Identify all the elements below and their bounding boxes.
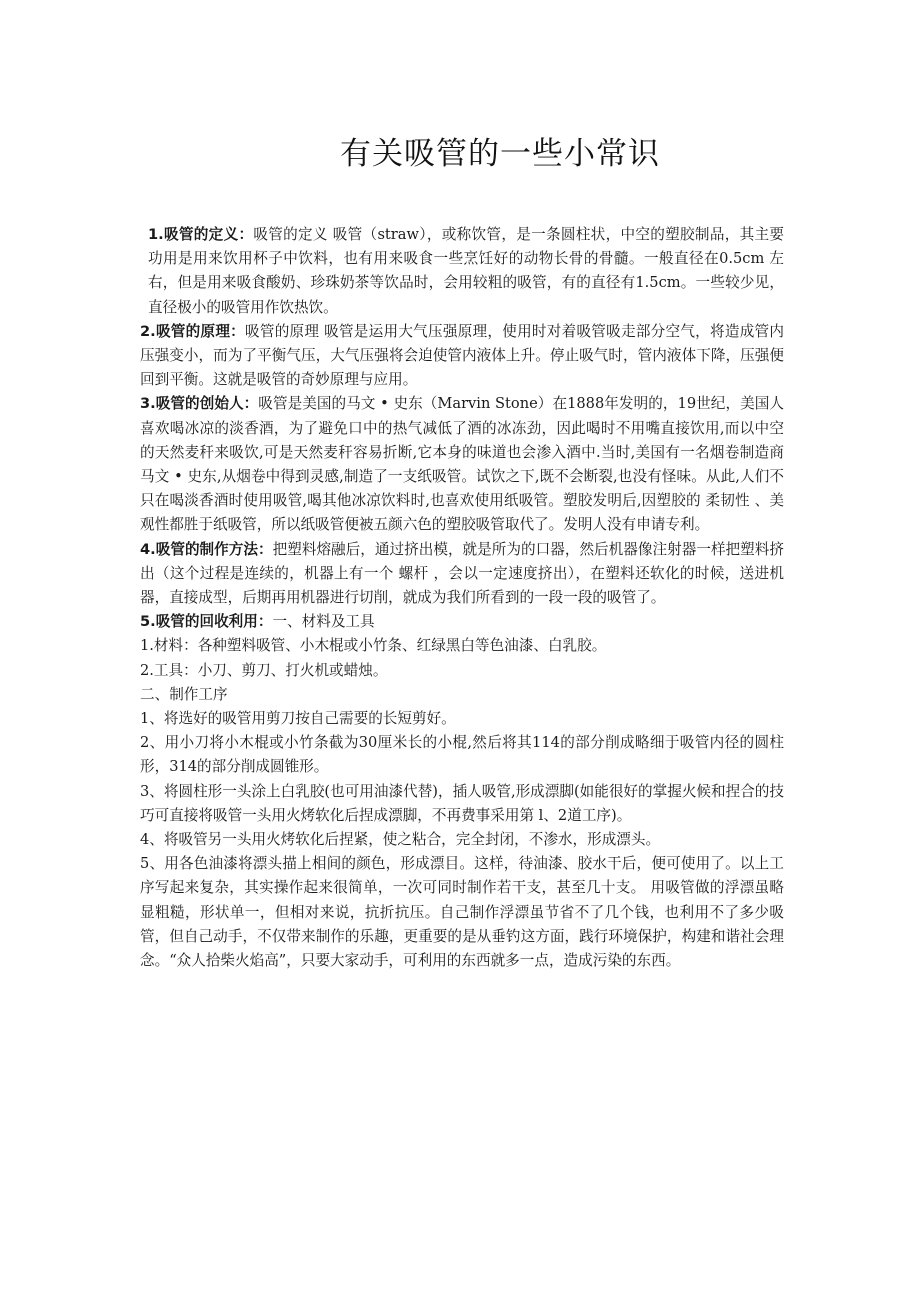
- section-text: 吸管是美国的马文 • 史东（Marvin Stone）在1888年发明的，19世纪，美国人喜欢喝冰凉的淡香酒，为了避免口中的热气减低了酒的冰冻劲，因此喝时不用嘴直接饮用,而以中空的天然麦秆来吸饮,可是天然麦秆容易折断,它本身的味道也会渗入酒中.当时,美国有一名烟卷制造商马文 • 史东,从烟卷中得到灵感,制造了一支纸吸管。试饮之下,既不会断裂,也没有怪味。从此,人们不只在喝淡香酒时使用吸管,喝其他冰凉饮料时,也喜欢使用纸吸管。塑胶发明后,因塑胶的 柔韧性 、美观性都胜于纸吸管，所以纸吸管便被五颜六色的塑胶吸管取代了。发明人没有申请专利。: [140, 395, 784, 534]
- paragraph-line: 2.工具：小刀、剪刀、打火机或蜡烛。: [140, 661, 388, 679]
- section-heading: 3.吸管的创始人：: [140, 395, 259, 413]
- paragraph-line: 3、将圆柱形一头涂上白乳胶(也可用油漆代替)，插人吸管,形成漂脚(如能很好的掌握火候和捏合的技巧可直接将吸管一头用火烤软化后捏成漂脚，不再费事采用第 l、2道工序)。: [140, 782, 784, 824]
- section-definition: [140, 223, 784, 320]
- section-manufacturing: [140, 538, 784, 611]
- document-title: 有关吸管的一些小常识: [340, 136, 660, 172]
- section-recycling: [140, 610, 784, 634]
- section-text: 吸管的定义 吸管（straw），或称饮管，是一条圆柱状，中空的塑胶制品，其主要功用是用来饮用杯子中饮料，也有用来吸食一些烹饪好的动物长骨的骨髓。一般直径在0.5cm 左右，但是用来吸食酸奶、珍珠奶茶等饮品时，会用较粗的吸管，有的直径有1.5cm。一些较少见，直径极小的吸管用作饮热饮。: [148, 226, 784, 316]
- section-principle: [140, 320, 784, 393]
- paragraph-line: 1.材料：各种塑料吸管、小木棍或小竹条、红绿黑白等色油漆、白乳胶。: [140, 637, 607, 655]
- section-text: 把塑料熔融后，通过挤出模，就是所为的口器，然后机器像注射器一样把塑料挤出（这个过程是连续的，机器上有一个 螺杆 ，会以一定速度挤出），在塑料还软化的时候，送进机器，直接成型，后期再用机器进行切削，就成为我们所看到的一段一段的吸管了。: [140, 540, 784, 607]
- paragraph-line: 2、用小刀将小木棍或小竹条截为30厘米长的小棍,然后将其114的部分削成略细于吸管内径的圆柱形，314的部分削成圆锥形。: [140, 734, 784, 776]
- section-text: 一、材料及工具: [272, 613, 375, 631]
- paragraph-line: 1、将选好的吸管用剪刀按自己需要的长短剪好。: [140, 710, 456, 728]
- document-body: [140, 223, 784, 973]
- section-heading: 4.吸管的制作方法：: [140, 540, 273, 558]
- section-heading: 2.吸管的原理：: [140, 322, 246, 340]
- section-heading: 5.吸管的回收利用：: [140, 613, 273, 631]
- section-heading: 1.吸管的定义：: [148, 226, 254, 243]
- paragraph-line: 4、将吸管另一头用火烤软化后捏紧，使之粘合，完全封闭，不渗水，形成漂头。: [140, 831, 661, 849]
- paragraph-line: 5、用各色油漆将漂头描上相间的颜色，形成漂目。这样，待油漆、胶水干后，便可使用了。以上工序写起来复杂，其实操作起来很简单，一次可同时制作若干支，甚至几十支。 用吸管做的浮漂虽略显粗糙，形状单一，但相对来说，抗折抗压。自己制作浮漂虽节省不了几个钱，也利用不了多少吸管，但自己动手，不仅带来制作的乐趣，更重要的是从垂钓这方面，践行环境保护，构建和谐社会理念。“众人拾柴火焰高”，只要大家动手，可利用的东西就多一点，造成污染的东西。: [140, 855, 784, 970]
- paragraph-line: 二、制作工序: [140, 685, 228, 703]
- section-text: 吸管的原理 吸管是运用大气压强原理，使用时对着吸管吸走部分空气，将造成管内压强变小，而为了平衡气压，大气压强将会迫使管内液体上升。停止吸气时，管内液体下降，压强便回到平衡。这就是吸管的奇妙原理与应用。: [140, 322, 784, 389]
- section-inventor: [140, 392, 784, 537]
